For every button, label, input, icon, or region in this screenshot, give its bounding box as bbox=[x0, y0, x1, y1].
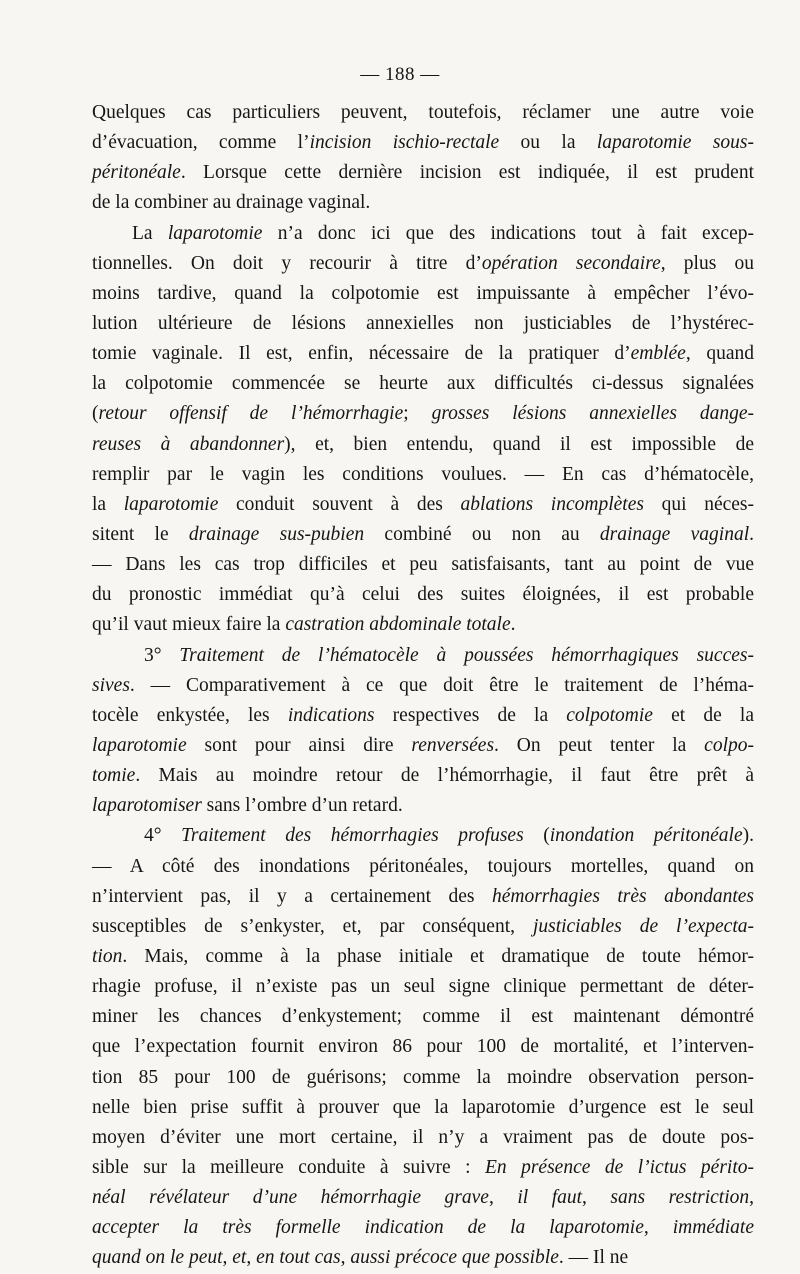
text-line bbox=[92, 520, 754, 550]
text-line bbox=[92, 1243, 754, 1273]
italic-text: immédiate bbox=[672, 1217, 754, 1239]
text-segment: de la combiner au drainage vaginal. bbox=[92, 192, 371, 214]
italic-text: Traitement de l’hématocèle à poussées hémorrhagiques succes- bbox=[179, 644, 754, 666]
italic-text: accepter la très formelle indication de la laparotomie bbox=[92, 1217, 644, 1239]
text-segment: sont pour ainsi dire bbox=[186, 734, 412, 756]
body-text bbox=[92, 98, 754, 1273]
text-segment: , bbox=[749, 1187, 755, 1209]
text-segment: , quand bbox=[685, 343, 754, 365]
text-line bbox=[92, 550, 754, 580]
italic-text: laparotomie bbox=[92, 734, 187, 756]
italic-text: justiciables de l’expecta- bbox=[532, 915, 754, 937]
text-segment: remplir par le vagin les conditions voulues. — En cas d’hématocèle, bbox=[92, 463, 754, 485]
text-segment: tocèle enkystée, les bbox=[92, 704, 288, 726]
text-line bbox=[92, 1063, 754, 1093]
italic-text: drainage sus-pubien bbox=[188, 523, 365, 545]
text-segment: — A côté des inondations péritonéales, toujours mortelles, quand on bbox=[92, 855, 754, 877]
italic-text: péritonéale bbox=[92, 162, 181, 184]
italic-text: indications bbox=[287, 704, 375, 726]
text-segment: . — Comparativement à ce que doit être le traitement de l’héma- bbox=[129, 674, 754, 696]
text-segment: , bbox=[582, 1187, 611, 1209]
text-line bbox=[92, 98, 754, 128]
text-segment: ; bbox=[403, 403, 432, 425]
italic-text: et bbox=[232, 1247, 247, 1269]
text-line bbox=[92, 731, 754, 761]
text-segment: n’a donc ici que des indications tout à fait excep- bbox=[262, 222, 754, 244]
text-line bbox=[92, 761, 754, 791]
italic-text: laparotomie sous- bbox=[596, 132, 754, 154]
italic-text: retour offensif de l’hémorrhagie bbox=[98, 403, 404, 425]
text-segment: rhagie profuse, il n’existe pas un seul signe clinique permettant de déter- bbox=[92, 976, 754, 998]
text-segment: Quelques cas particuliers peuvent, toutefois, réclamer une autre voie bbox=[92, 102, 754, 123]
text-line bbox=[92, 1123, 754, 1153]
text-segment: . — Il ne bbox=[558, 1247, 629, 1269]
text-segment: 4° bbox=[144, 825, 182, 847]
text-line bbox=[92, 1002, 754, 1032]
italic-text: néal révélateur d’une hémorrhagie grave bbox=[92, 1187, 489, 1209]
text-segment: qui néces- bbox=[643, 493, 754, 515]
text-segment: conduit souvent à des bbox=[218, 493, 461, 515]
text-line bbox=[92, 882, 754, 912]
text-line bbox=[92, 309, 754, 339]
text-segment: qu’il vaut mieux faire la bbox=[92, 614, 286, 636]
text-segment: ( bbox=[523, 825, 550, 847]
text-segment: ( bbox=[92, 403, 99, 425]
text-segment: . Mais, comme à la phase initiale et dramatique de toute hémor- bbox=[122, 945, 754, 967]
italic-text: hémorrhagies très abondantes bbox=[491, 885, 754, 907]
text-segment: d’évacuation, comme l’ bbox=[92, 132, 310, 154]
text-segment: moins tardive, quand la colpotomie est impuissante à empêcher l’évo- bbox=[92, 282, 754, 304]
text-segment: sible sur la meilleure conduite à suivre : bbox=[92, 1156, 485, 1178]
italic-text: drainage vaginal bbox=[599, 523, 750, 545]
text-segment: et de la bbox=[652, 704, 754, 726]
text-line bbox=[92, 490, 754, 520]
text-segment: respectives de la bbox=[374, 704, 567, 726]
text-line bbox=[92, 219, 754, 249]
text-line bbox=[92, 701, 754, 731]
text-segment: . Lorsque cette dernière incision est indiquée, il est prudent bbox=[180, 162, 754, 184]
text-segment: . bbox=[510, 614, 516, 636]
text-line bbox=[92, 1032, 754, 1062]
text-line bbox=[92, 580, 754, 610]
text-line bbox=[92, 399, 754, 429]
italic-text: grosses lésions annexielles dange- bbox=[431, 403, 754, 425]
italic-text: En présence de l’ictus périto- bbox=[484, 1156, 754, 1178]
text-segment: , bbox=[246, 1247, 257, 1269]
italic-text: renversées bbox=[411, 734, 495, 756]
italic-text: colpo- bbox=[704, 734, 754, 756]
italic-text: ablations incomplètes bbox=[460, 493, 644, 515]
text-line bbox=[92, 1153, 754, 1183]
text-segment: n’intervient pas, il y a certainement des bbox=[92, 885, 492, 907]
text-segment: — Dans les cas trop difficiles et peu satisfaisants, tant au point de vue bbox=[92, 554, 754, 576]
italic-text: laparotomie bbox=[123, 493, 219, 515]
text-segment: , bbox=[222, 1247, 233, 1269]
text-line bbox=[92, 339, 754, 369]
text-line bbox=[92, 128, 754, 158]
text-segment: , bbox=[643, 1217, 673, 1239]
text-segment: 3° bbox=[144, 644, 180, 666]
text-segment: ou la bbox=[499, 132, 597, 154]
italic-text: en tout cas bbox=[256, 1247, 341, 1269]
text-line bbox=[92, 821, 754, 851]
text-segment: sitent le bbox=[92, 523, 189, 545]
text-segment: tomie vaginale. Il est, enfin, nécessaire de la pratiquer d’ bbox=[92, 343, 631, 365]
text-line bbox=[92, 912, 754, 942]
text-segment: combiné ou non au bbox=[364, 523, 600, 545]
italic-text: Traitement des hémorrhagies profuses bbox=[181, 825, 524, 847]
text-segment: . Mais au moindre retour de l’hémorrhagie, il faut être prêt à bbox=[135, 765, 754, 787]
text-line bbox=[92, 1183, 754, 1213]
text-segment: moyen d’éviter une mort certaine, il n’y a vraiment pas de doute pos- bbox=[92, 1126, 754, 1148]
text-segment: . bbox=[749, 523, 754, 545]
text-segment: que l’expectation fournit environ 86 pour 100 de mortalité, et l’interven- bbox=[92, 1036, 754, 1058]
text-segment: La bbox=[132, 222, 168, 244]
text-line bbox=[92, 852, 754, 882]
italic-text: tomie bbox=[92, 765, 136, 787]
italic-text: tion bbox=[92, 945, 123, 967]
text-line bbox=[92, 671, 754, 701]
text-line bbox=[92, 1213, 754, 1243]
text-segment: nelle bien prise suffit à prouver que la laparotomie d’urgence est le seul bbox=[92, 1096, 754, 1118]
text-segment: , bbox=[340, 1247, 351, 1269]
text-line bbox=[92, 158, 754, 188]
text-line bbox=[92, 188, 754, 218]
italic-text: incision ischio-rectale bbox=[309, 132, 500, 154]
italic-text: sives bbox=[92, 674, 130, 696]
text-segment: du pronostic immédiat qu’à celui des suites éloignées, il est probable bbox=[92, 584, 754, 606]
text-segment: tionnelles. On doit y recourir à titre d’ bbox=[92, 252, 482, 274]
text-segment: , plus ou bbox=[660, 252, 754, 274]
text-segment: ). bbox=[742, 825, 754, 847]
text-line bbox=[92, 460, 754, 490]
text-line bbox=[92, 972, 754, 1002]
italic-text: laparotomie bbox=[167, 222, 263, 244]
text-line bbox=[92, 1093, 754, 1123]
italic-text: reuses à abandonner bbox=[92, 433, 285, 455]
italic-text: aussi précoce que possible bbox=[350, 1247, 559, 1269]
italic-text: quand on le peut bbox=[92, 1247, 223, 1269]
text-line bbox=[92, 641, 754, 671]
text-segment: lution ultérieure de lésions annexielles non justiciables de l’hystérec- bbox=[92, 312, 754, 334]
text-line bbox=[92, 610, 754, 640]
text-line bbox=[92, 279, 754, 309]
italic-text: opération secondaire bbox=[481, 252, 661, 274]
text-line bbox=[92, 369, 754, 399]
italic-text: il faut bbox=[517, 1187, 583, 1209]
text-line bbox=[92, 791, 754, 821]
italic-text: colpotomie bbox=[566, 704, 653, 726]
text-segment: tion 85 pour 100 de guérisons; comme la moindre observation person- bbox=[92, 1066, 754, 1088]
text-line bbox=[92, 249, 754, 279]
text-segment: sans l’ombre d’un retard. bbox=[201, 795, 403, 817]
text-segment: ), et, bien entendu, quand il est impossible de bbox=[284, 433, 754, 455]
text-segment: la colpotomie commencée se heurte aux difficultés ci-dessus signalées bbox=[92, 373, 754, 395]
page-number: — 188 — bbox=[360, 64, 440, 85]
italic-text: emblée bbox=[630, 343, 686, 365]
text-segment: miner les chances d’enkystement; comme il est maintenant démontré bbox=[92, 1006, 754, 1028]
text-segment: . On peut tenter la bbox=[494, 734, 705, 756]
text-segment: la bbox=[92, 493, 124, 515]
text-segment: susceptibles de s’enkyster, et, par conséquent, bbox=[92, 915, 533, 937]
text-segment: , bbox=[488, 1187, 518, 1209]
italic-text: sans restriction bbox=[610, 1187, 750, 1209]
italic-text: laparotomiser bbox=[92, 795, 202, 817]
text-line bbox=[92, 942, 754, 972]
text-line bbox=[92, 430, 754, 460]
italic-text: inondation péritonéale bbox=[549, 825, 743, 847]
italic-text: castration abdominale totale bbox=[285, 614, 511, 636]
